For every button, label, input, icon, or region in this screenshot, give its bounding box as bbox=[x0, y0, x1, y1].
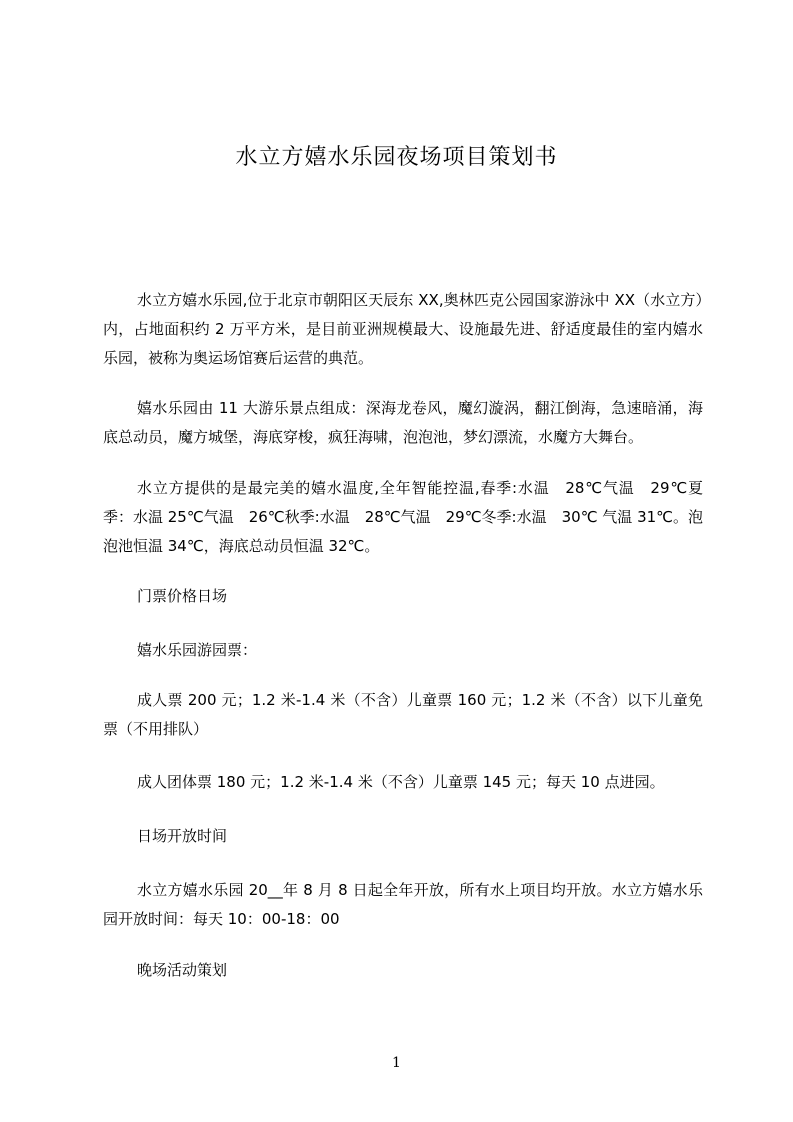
paragraph-opening-hours: 水立方嬉水乐园 20__年 8 月 8 日起全年开放，所有水上项目均开放。水立方嬉水乐园开放时间：每天 10：00-18：00 bbox=[103, 881, 703, 928]
document-title: 水立方嬉水乐园夜场项目策划书 bbox=[235, 145, 558, 170]
page-number: 1 bbox=[392, 1055, 401, 1071]
paragraph-attractions: 嬉水乐园由 11 大游乐景点组成：深海龙卷风，魔幻漩涡，翻江倒海，急速暗涌，海底总动员，魔方城堡，海底穿梭，疯狂海啸，泡泡池，梦幻漂流，水魔方大舞台。 bbox=[103, 399, 703, 446]
paragraph-group-tickets: 成人团体票 180 元；1.2 米-1.4 米（不含）儿童票 145 元；每天 10 点进园。 bbox=[137, 773, 665, 791]
section-heading-opening-hours: 日场开放时间 bbox=[137, 827, 228, 845]
paragraph-individual-tickets: 成人票 200 元；1.2 米-1.4 米（不含）儿童票 160 元；1.2 米（不含）以下儿童免票（不用排队） bbox=[103, 691, 703, 738]
section-heading-night-events: 晚场活动策划 bbox=[137, 961, 228, 979]
paragraph-temperature: 水立方提供的是最完美的嬉水温度,全年智能控温,春季:水温 28℃气温 29℃夏季：水温 25℃气温 26℃秋季:水温 28℃气温 29℃冬季:水温 30℃ 气温 31℃。泡泡池恒温 34℃，海底总动员恒温 32℃。 bbox=[103, 479, 704, 555]
paragraph-introduction: 水立方嬉水乐园,位于北京市朝阳区天辰东 XX,奥林匹克公园国家游泳中 XX（水立方）内，占地面积约 2 万平方米，是目前亚洲规模最大、设施最先进、舒适度最佳的室内嬉水乐园，被称为奥运场馆赛后运营的典范。 bbox=[103, 291, 703, 367]
section-heading-ticket-prices: 门票价格日场 bbox=[137, 587, 228, 605]
section-heading-park-tickets: 嬉水乐园游园票： bbox=[137, 641, 258, 659]
